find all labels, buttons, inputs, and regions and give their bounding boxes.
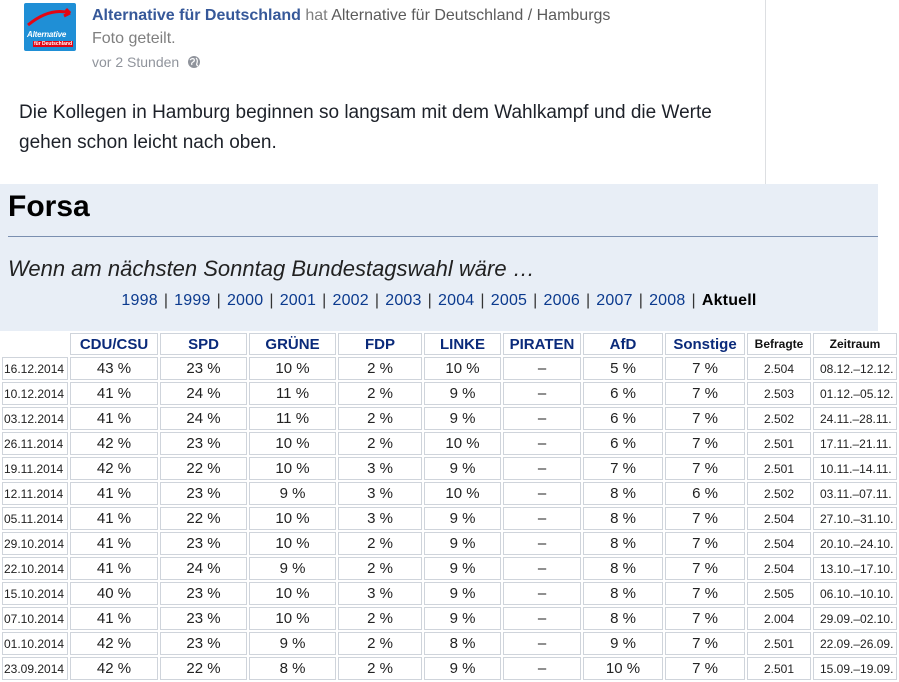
table-cell: 2 %	[338, 382, 422, 405]
table-cell: 24 %	[160, 382, 247, 405]
table-row	[2, 507, 897, 530]
year-separator: |	[533, 292, 538, 309]
table-cell: 29.09.–02.10.	[813, 607, 897, 630]
table-cell: 9 %	[249, 482, 336, 505]
year-separator: |	[216, 292, 221, 309]
post-message: Die Kollegen in Hamburg beginnen so langsam mit dem Wahlkampf und die Werte gehen schon leicht nach oben.	[19, 102, 712, 153]
table-cell: –	[503, 632, 581, 655]
column-header-cdu-csu: CDU/CSU	[70, 333, 158, 355]
year-separator: |	[638, 292, 644, 309]
album-link[interactable]: Alternative für Deutschland / Hamburgs	[331, 7, 611, 24]
table-row	[2, 557, 897, 580]
table-row	[2, 382, 897, 405]
date-cell: 19.11.2014	[2, 457, 68, 480]
table-cell: 42 %	[70, 432, 158, 455]
forsa-title: Forsa	[8, 190, 90, 223]
column-header-grüne: GRÜNE	[249, 333, 336, 355]
table-cell: 3 %	[338, 482, 422, 505]
column-header-sonstige: Sonstige	[665, 333, 745, 355]
table-cell: 24 %	[160, 407, 247, 430]
table-cell: 10 %	[583, 657, 663, 680]
table-cell: 3 %	[338, 507, 422, 530]
table-cell: 24.11.–28.11.	[813, 407, 897, 430]
table-cell: 7 %	[665, 607, 745, 630]
year-link-2005[interactable]: 2005	[490, 292, 528, 309]
table-cell: 41 %	[70, 482, 158, 505]
year-separator: |	[480, 292, 485, 309]
table-cell: 24 %	[160, 557, 247, 580]
table-cell: 22 %	[160, 657, 247, 680]
column-header-fdp: FDP	[338, 333, 422, 355]
table-cell: 7 %	[665, 657, 745, 680]
date-cell: 15.10.2014	[2, 582, 68, 605]
table-cell: 9 %	[424, 582, 501, 605]
year-link-2000[interactable]: 2000	[226, 292, 264, 309]
year-separator: |	[585, 292, 591, 309]
table-cell: 9 %	[424, 507, 501, 530]
table-cell: 11 %	[249, 382, 336, 405]
table-cell: 10 %	[424, 482, 501, 505]
table-cell: 2 %	[338, 657, 422, 680]
column-header-piraten: PIRATEN	[503, 333, 581, 355]
table-cell: –	[503, 407, 581, 430]
table-cell: 23 %	[160, 582, 247, 605]
table-cell: 3 %	[338, 582, 422, 605]
table-cell: 41 %	[70, 607, 158, 630]
date-cell: 29.10.2014	[2, 532, 68, 555]
table-cell: 43 %	[70, 357, 158, 380]
table-cell: 7 %	[665, 557, 745, 580]
table-cell: 17.11.–21.11.	[813, 432, 897, 455]
table-cell: 15.09.–19.09.	[813, 657, 897, 680]
table-cell: 20.10.–24.10.	[813, 532, 897, 555]
table-cell: 6 %	[583, 382, 663, 405]
table-cell: 2.502	[747, 407, 811, 430]
table-cell: 3 %	[338, 457, 422, 480]
table-header-row	[2, 333, 897, 355]
table-cell: 10 %	[424, 432, 501, 455]
table-cell: 2.501	[747, 457, 811, 480]
column-header-afd: AfD	[583, 333, 663, 355]
table-cell: 7 %	[665, 582, 745, 605]
table-cell: 9 %	[424, 457, 501, 480]
logo-subtext: für Deutschland	[33, 41, 72, 47]
table-cell: 23 %	[160, 482, 247, 505]
table-cell: 5 %	[583, 357, 663, 380]
timestamp-text: vor 2 Stunden	[92, 54, 180, 70]
table-cell: –	[503, 582, 581, 605]
table-cell: 27.10.–31.10.	[813, 507, 897, 530]
table-row	[2, 482, 897, 505]
table-cell: 41 %	[70, 407, 158, 430]
post-header	[92, 4, 732, 50]
date-cell: 26.11.2014	[2, 432, 68, 455]
table-row	[2, 632, 897, 655]
poll-table	[0, 331, 899, 682]
table-cell: 7 %	[665, 457, 745, 480]
table-cell: 9 %	[424, 557, 501, 580]
table-cell: –	[503, 532, 581, 555]
year-separator: |	[427, 292, 432, 309]
table-cell: 2 %	[338, 532, 422, 555]
year-current: Aktuell	[701, 292, 757, 309]
table-cell: 2 %	[338, 632, 422, 655]
table-row	[2, 457, 897, 480]
column-header-linke: LINKE	[424, 333, 501, 355]
table-cell: –	[503, 382, 581, 405]
table-cell: –	[503, 357, 581, 380]
table-cell: 2.501	[747, 432, 811, 455]
date-cell: 10.12.2014	[2, 382, 68, 405]
table-cell: 10.11.–14.11.	[813, 457, 897, 480]
table-cell: 22 %	[160, 457, 247, 480]
column-header-date	[2, 333, 68, 355]
table-cell: 23 %	[160, 432, 247, 455]
table-row	[2, 607, 897, 630]
table-cell: 42 %	[70, 657, 158, 680]
table-cell: –	[503, 507, 581, 530]
year-link-2002[interactable]: 2002	[332, 292, 369, 309]
forsa-panel	[0, 184, 878, 332]
table-row	[2, 407, 897, 430]
table-cell: 41 %	[70, 532, 158, 555]
year-link-2004[interactable]: 2004	[438, 292, 475, 309]
globe-icon[interactable]	[187, 55, 201, 69]
table-cell: –	[503, 432, 581, 455]
table-cell: 23 %	[160, 357, 247, 380]
table-cell: 13.10.–17.10.	[813, 557, 897, 580]
table-cell: 9 %	[424, 382, 501, 405]
table-cell: 03.11.–07.11.	[813, 482, 897, 505]
date-cell: 23.09.2014	[2, 657, 68, 680]
year-link-2001[interactable]: 2001	[279, 292, 317, 309]
table-cell: 6 %	[665, 482, 745, 505]
date-cell: 16.12.2014	[2, 357, 68, 380]
table-cell: 2 %	[338, 557, 422, 580]
table-cell: –	[503, 457, 581, 480]
column-header-zeitraum: Zeitraum	[813, 333, 897, 355]
year-navigation	[0, 292, 878, 310]
table-cell: 7 %	[665, 382, 745, 405]
table-cell: 7 %	[665, 407, 745, 430]
year-link-2003[interactable]: 2003	[385, 292, 422, 309]
date-cell: 12.11.2014	[2, 482, 68, 505]
table-cell: 7 %	[665, 357, 745, 380]
date-cell: 22.10.2014	[2, 557, 68, 580]
column-header-befragte: Befragte	[747, 333, 811, 355]
table-row	[2, 357, 897, 380]
table-cell: 23 %	[160, 632, 247, 655]
table-cell: 41 %	[70, 507, 158, 530]
table-cell: –	[503, 482, 581, 505]
year-separator: |	[322, 292, 327, 309]
year-separator: |	[691, 292, 696, 309]
table-cell: 2.502	[747, 482, 811, 505]
table-cell: 10 %	[249, 357, 336, 380]
table-cell: 2.504	[747, 507, 811, 530]
table-row	[2, 532, 897, 555]
post-timestamp[interactable]	[92, 54, 201, 70]
table-cell: 10 %	[249, 532, 336, 555]
table-cell: 8 %	[583, 607, 663, 630]
table-cell: 7 %	[665, 432, 745, 455]
table-cell: 6 %	[583, 407, 663, 430]
table-cell: 6 %	[583, 432, 663, 455]
table-row	[2, 432, 897, 455]
table-cell: 10 %	[249, 432, 336, 455]
table-cell: 9 %	[424, 407, 501, 430]
year-separator: |	[163, 292, 169, 309]
table-cell: 7 %	[665, 507, 745, 530]
table-cell: 2.004	[747, 607, 811, 630]
table-cell: 23 %	[160, 607, 247, 630]
table-row	[2, 582, 897, 605]
table-cell: 8 %	[424, 632, 501, 655]
table-cell: 9 %	[424, 532, 501, 555]
table-cell: 23 %	[160, 532, 247, 555]
table-cell: 22 %	[160, 507, 247, 530]
table-cell: 8 %	[583, 507, 663, 530]
table-cell: 2.504	[747, 532, 811, 555]
date-cell: 01.10.2014	[2, 632, 68, 655]
table-cell: 2.501	[747, 657, 811, 680]
table-cell: 2.504	[747, 557, 811, 580]
title-divider	[8, 236, 878, 237]
table-cell: 22.09.–26.09.	[813, 632, 897, 655]
action-prefix: hat	[300, 7, 332, 24]
year-link-2007[interactable]: 2007	[596, 292, 633, 309]
date-cell: 03.12.2014	[2, 407, 68, 430]
page-avatar-logo[interactable]	[24, 3, 76, 51]
table-row	[2, 657, 897, 680]
table-cell: 2.503	[747, 382, 811, 405]
table-cell: 8 %	[583, 532, 663, 555]
table-cell: 41 %	[70, 382, 158, 405]
table-cell: 9 %	[424, 657, 501, 680]
table-cell: 9 %	[249, 632, 336, 655]
table-cell: 42 %	[70, 457, 158, 480]
table-cell: 10 %	[249, 607, 336, 630]
table-cell: –	[503, 657, 581, 680]
table-cell: 40 %	[70, 582, 158, 605]
table-cell: 42 %	[70, 632, 158, 655]
table-cell: 01.12.–05.12.	[813, 382, 897, 405]
table-cell: 2.505	[747, 582, 811, 605]
forsa-subtitle: Wenn am nächsten Sonntag Bundestagswahl wäre …	[8, 256, 535, 281]
table-cell: 10 %	[249, 457, 336, 480]
table-cell: 9 %	[249, 557, 336, 580]
date-cell: 05.11.2014	[2, 507, 68, 530]
table-cell: 10 %	[424, 357, 501, 380]
table-cell: 41 %	[70, 557, 158, 580]
year-link-2006[interactable]: 2006	[543, 292, 580, 309]
table-cell: 8 %	[583, 557, 663, 580]
table-cell: –	[503, 557, 581, 580]
table-cell: 2 %	[338, 357, 422, 380]
table-cell: 2.501	[747, 632, 811, 655]
table-cell: 2.504	[747, 357, 811, 380]
facebook-post	[0, 0, 766, 184]
year-separator: |	[269, 292, 274, 309]
table-cell: 10 %	[249, 582, 336, 605]
column-header-spd: SPD	[160, 333, 247, 355]
table-cell: 8 %	[583, 482, 663, 505]
action-suffix: Foto geteilt.	[92, 30, 176, 47]
table-cell: –	[503, 607, 581, 630]
year-link-1998[interactable]: 1998	[121, 292, 158, 309]
year-separator: |	[374, 292, 380, 309]
table-cell: 2 %	[338, 607, 422, 630]
table-cell: 7 %	[665, 532, 745, 555]
author-link[interactable]: Alternative für Deutschland	[92, 7, 301, 24]
table-cell: 2 %	[338, 407, 422, 430]
table-cell: 9 %	[424, 607, 501, 630]
table-cell: 7 %	[665, 632, 745, 655]
table-cell: 7 %	[583, 457, 663, 480]
date-cell: 07.10.2014	[2, 607, 68, 630]
year-link-2008[interactable]: 2008	[649, 292, 686, 309]
table-cell: 11 %	[249, 407, 336, 430]
year-link-1999[interactable]: 1999	[174, 292, 211, 309]
table-cell: 2 %	[338, 432, 422, 455]
table-cell: 9 %	[583, 632, 663, 655]
table-cell: 8 %	[583, 582, 663, 605]
table-cell: 06.10.–10.10.	[813, 582, 897, 605]
table-cell: 08.12.–12.12.	[813, 357, 897, 380]
table-cell: 10 %	[249, 507, 336, 530]
logo-text: Alternative	[27, 30, 67, 39]
table-cell: 8 %	[249, 657, 336, 680]
